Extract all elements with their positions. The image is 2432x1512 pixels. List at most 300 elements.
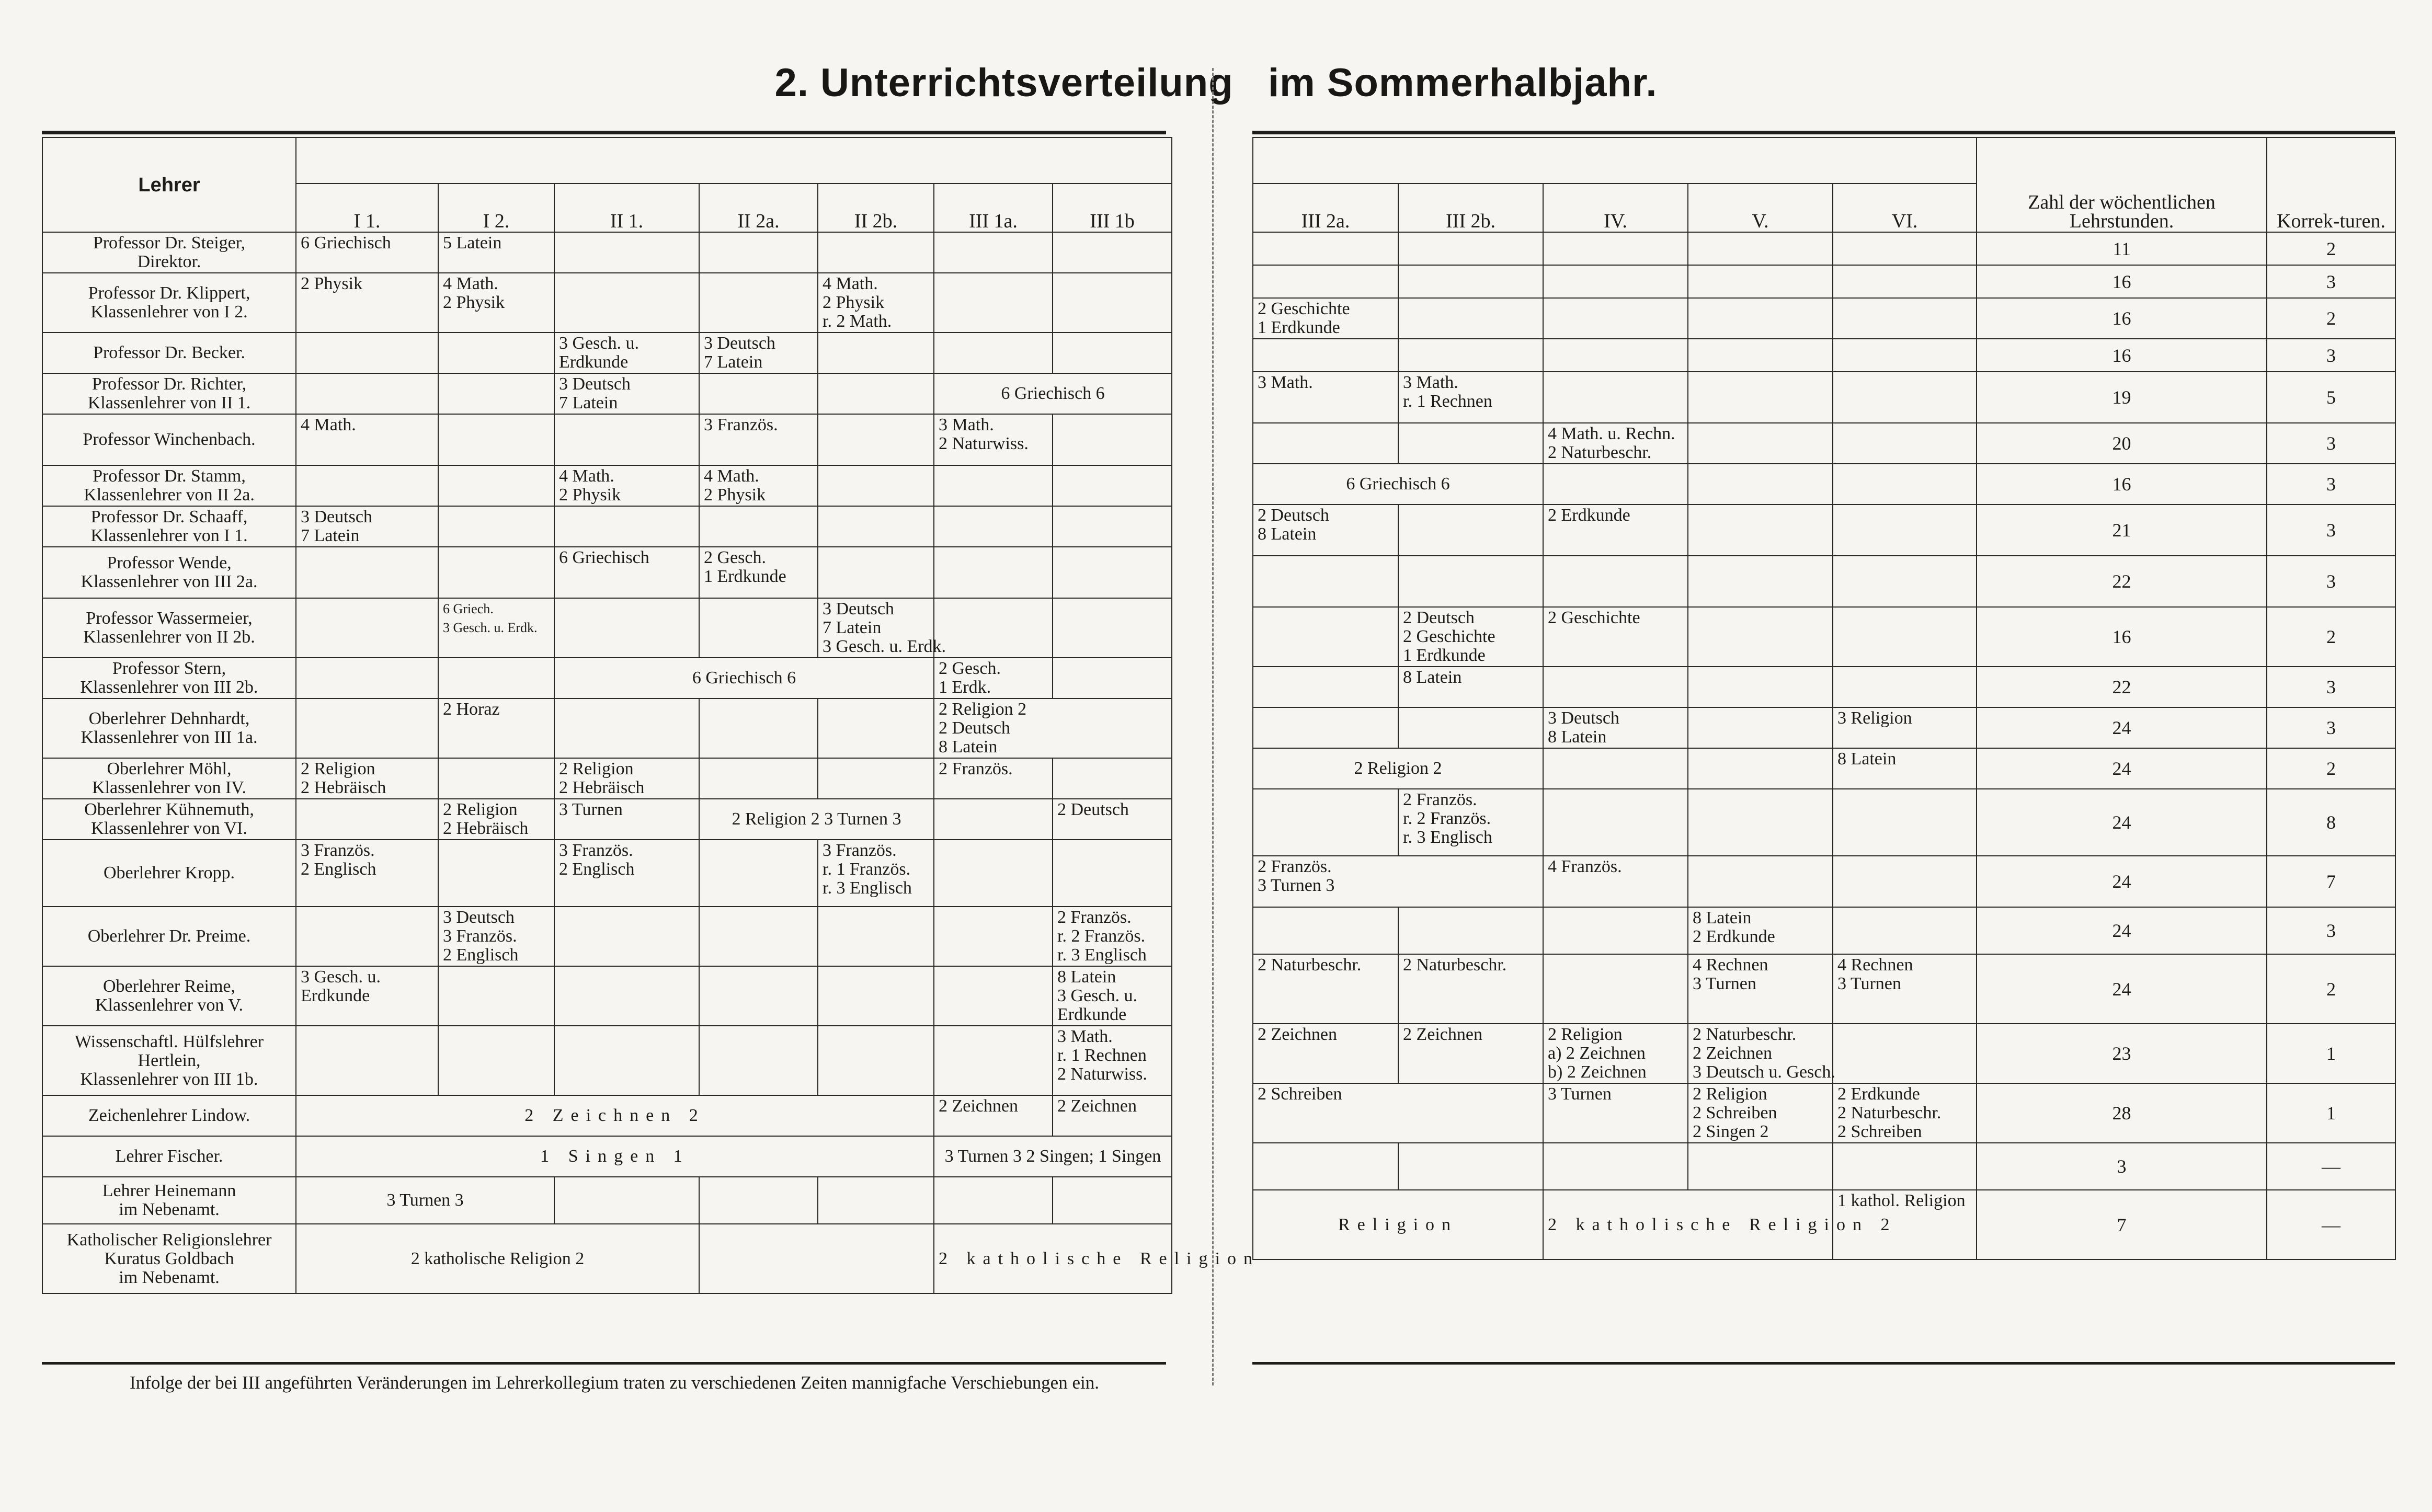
class-header-3: II 2a. <box>699 184 818 232</box>
assignment-cell: 8 Latein <box>1398 667 1543 707</box>
teacher-name: Oberlehrer Kühnemuth, Klassenlehrer von VI. <box>42 799 296 840</box>
assignment-cell <box>1543 372 1688 423</box>
weekly-hours-value: 22 <box>1977 667 2267 707</box>
assignment-cell: 3 Gesch. u. Erdkunde <box>296 966 438 1026</box>
assignment-cell <box>296 465 438 506</box>
assignment-cell <box>1688 464 1833 505</box>
assignment-cell: 6 Griechisch 6 <box>1253 464 1543 505</box>
assignment-cell <box>1833 265 1977 298</box>
teacher-column-header: Lehrer <box>42 138 296 232</box>
assignment-cell <box>934 907 1053 966</box>
assignment-cell: 2 Deutsch 2 Geschichte 1 Erdkunde <box>1398 607 1543 667</box>
assignment-cell: 2 katholische Religion <box>934 1224 1172 1293</box>
assignment-cell: 4 Math. 2 Physik r. 2 Math. <box>818 273 934 333</box>
corrections-value: 2 <box>2267 748 2395 789</box>
teacher-name: Zeichenlehrer Lindow. <box>42 1095 296 1136</box>
class-header-spacer <box>1253 138 1977 184</box>
assignment-cell <box>1253 265 1398 298</box>
assignment-cell <box>1688 232 1833 265</box>
assignment-cell <box>1833 372 1977 423</box>
assignment-cell <box>1688 298 1833 339</box>
assignment-cell <box>1833 505 1977 556</box>
teacher-name: Professor Wende, Klassenlehrer von III 2a. <box>42 547 296 598</box>
assignment-cell <box>1543 789 1688 856</box>
assignment-cell <box>934 1026 1053 1095</box>
assignment-cell: 3 Französ. r. 1 Französ. r. 3 Englisch <box>818 840 934 907</box>
weekly-hours-value: 16 <box>1977 265 2267 298</box>
class-header-right-2: IV. <box>1543 184 1688 232</box>
assignment-cell <box>1398 505 1543 556</box>
assignment-cell <box>1053 840 1172 907</box>
teacher-name: Professor Dr. Becker. <box>42 333 296 373</box>
assignment-cell <box>1833 232 1977 265</box>
assignment-cell <box>1398 265 1543 298</box>
assignment-cell: 2 Religion 2 Hebräisch <box>438 799 554 840</box>
corrections-value: 1 <box>2267 1083 2395 1143</box>
weekly-hours-value: 21 <box>1977 505 2267 556</box>
corrections-value: 2 <box>2267 298 2395 339</box>
assignment-cell: 3 Deutsch 7 Latein <box>296 506 438 547</box>
assignment-cell: 2 Religion 2 Hebräisch <box>554 758 699 799</box>
assignment-cell: 6 Griechisch 6 <box>554 658 934 698</box>
assignment-cell: 2 katholische Religion 2 <box>1543 1190 1833 1259</box>
assignment-cell <box>1833 464 1977 505</box>
corrections-value: 7 <box>2267 856 2395 907</box>
assignment-cell: 3 Religion <box>1833 707 1977 748</box>
weekly-hours-value: 3 <box>1977 1143 2267 1190</box>
weekly-hours-value: 24 <box>1977 707 2267 748</box>
assignment-cell <box>1833 1024 1977 1083</box>
corrections-value: 3 <box>2267 667 2395 707</box>
assignment-cell: 2 Religion 2 3 Turnen 3 <box>699 799 934 840</box>
teacher-name: Professor Dr. Schaaff, Klassenlehrer von I 1. <box>42 506 296 547</box>
assignment-cell <box>699 907 818 966</box>
assignment-cell <box>934 799 1053 840</box>
right-schedule-table <box>1252 137 2396 1260</box>
assignment-cell <box>1543 265 1688 298</box>
weekly-hours-value: 16 <box>1977 607 2267 667</box>
assignment-cell <box>699 506 818 547</box>
assignment-cell: 1 Singen 1 <box>296 1136 934 1177</box>
assignment-cell: 2 Gesch. 1 Erdkunde <box>699 547 818 598</box>
weekly-hours-value: 19 <box>1977 372 2267 423</box>
assignment-cell <box>296 547 438 598</box>
assignment-cell <box>934 506 1053 547</box>
assignment-cell: 2 katholische Religion 2 <box>296 1224 699 1293</box>
assignment-cell <box>554 506 699 547</box>
corrections-value: 3 <box>2267 907 2395 954</box>
corrections-value: — <box>2267 1190 2395 1259</box>
assignment-cell <box>438 373 554 414</box>
teacher-name: Professor Winchenbach. <box>42 414 296 465</box>
assignment-cell <box>818 506 934 547</box>
assignment-cell <box>699 758 818 799</box>
assignment-cell: 6 Griech. 3 Gesch. u. Erdk. <box>438 598 554 658</box>
assignment-cell <box>1833 907 1977 954</box>
weekly-hours-value: 28 <box>1977 1083 2267 1143</box>
assignment-cell: 3 Französ. 2 Englisch <box>296 840 438 907</box>
assignment-cell <box>1688 607 1833 667</box>
assignment-cell <box>1543 464 1688 505</box>
assignment-cell <box>296 907 438 966</box>
corrections-value: 2 <box>2267 232 2395 265</box>
assignment-cell <box>554 232 699 273</box>
assignment-cell <box>1053 465 1172 506</box>
assignment-cell: 2 Zeichnen <box>1253 1024 1398 1083</box>
assignment-cell <box>554 273 699 333</box>
footer-rule-right <box>1252 1362 2395 1365</box>
teacher-name: Oberlehrer Möhl, Klassenlehrer von IV. <box>42 758 296 799</box>
assignment-cell <box>438 1026 554 1095</box>
assignment-cell: 4 Math. <box>296 414 438 465</box>
assignment-cell <box>554 1026 699 1095</box>
class-header-4: II 2b. <box>818 184 934 232</box>
corrections-header: Korrek-turen. <box>2267 138 2395 232</box>
assignment-cell: 2 Religion a) 2 Zeichnen b) 2 Zeichnen <box>1543 1024 1688 1083</box>
class-header-spacer <box>296 138 1172 184</box>
assignment-cell <box>1053 658 1172 698</box>
assignment-cell: 4 Math. u. Rechn. 2 Naturbeschr. <box>1543 423 1688 464</box>
assignment-cell: 3 Math. 2 Naturwiss. <box>934 414 1053 465</box>
assignment-cell: 4 Französ. <box>1543 856 1688 907</box>
teacher-name: Professor Dr. Steiger, Direktor. <box>42 232 296 273</box>
assignment-cell: 2 Zeichnen 2 <box>296 1095 934 1136</box>
corrections-value: 3 <box>2267 464 2395 505</box>
assignment-cell <box>1253 667 1398 707</box>
corrections-value: 3 <box>2267 265 2395 298</box>
assignment-cell <box>1053 758 1172 799</box>
assignment-cell <box>1688 748 1833 789</box>
assignment-cell <box>296 373 438 414</box>
assignment-cell <box>1543 667 1688 707</box>
assignment-cell <box>1833 789 1977 856</box>
assignment-cell: 2 Gesch. 1 Erdk. <box>934 658 1053 698</box>
class-header-5: III 1a. <box>934 184 1053 232</box>
assignment-cell <box>1398 1143 1543 1190</box>
assignment-cell: 6 Griechisch <box>296 232 438 273</box>
assignment-cell <box>296 598 438 658</box>
assignment-cell <box>934 547 1053 598</box>
assignment-cell: 3 Turnen <box>1543 1083 1688 1143</box>
page-fold <box>1212 68 1214 1385</box>
weekly-hours-header: Zahl der wöchentlichen Lehrstunden. <box>1977 138 2267 232</box>
assignment-cell <box>1053 506 1172 547</box>
assignment-cell <box>818 907 934 966</box>
corrections-value: 3 <box>2267 707 2395 748</box>
weekly-hours-value: 24 <box>1977 789 2267 856</box>
assignment-cell <box>296 333 438 373</box>
assignment-cell: 2 Zeichnen <box>1398 1024 1543 1083</box>
assignment-cell: 8 Latein 2 Erdkunde <box>1688 907 1833 954</box>
class-header-2: II 1. <box>554 184 699 232</box>
assignment-cell: 3 Turnen 3 2 Singen; 1 Singen <box>934 1136 1172 1177</box>
class-header-right-3: V. <box>1688 184 1833 232</box>
assignment-cell: 3 Gesch. u. Erdkunde <box>554 333 699 373</box>
corrections-value: 5 <box>2267 372 2395 423</box>
assignment-cell: 2 Französ. r. 2 Französ. r. 3 Englisch <box>1053 907 1172 966</box>
assignment-cell <box>554 598 699 658</box>
corrections-value: 8 <box>2267 789 2395 856</box>
assignment-cell: 2 Französ. <box>934 758 1053 799</box>
class-header-right-1: III 2b. <box>1398 184 1543 232</box>
assignment-cell: 2 Religion 2 Schreiben 2 Singen 2 <box>1688 1083 1833 1143</box>
assignment-cell <box>934 273 1053 333</box>
assignment-cell: 2 Deutsch 8 Latein <box>1253 505 1398 556</box>
teacher-name: Oberlehrer Reime, Klassenlehrer von V. <box>42 966 296 1026</box>
page-title: 2. Unterrichtsverteilung im Sommerhalbjahr. <box>774 61 1658 105</box>
assignment-cell <box>699 598 818 658</box>
assignment-cell <box>1398 907 1543 954</box>
assignment-cell <box>818 373 934 414</box>
corrections-value: 3 <box>2267 423 2395 464</box>
assignment-cell <box>934 598 1053 658</box>
assignment-cell <box>296 698 438 758</box>
weekly-hours-value: 24 <box>1977 907 2267 954</box>
assignment-cell <box>1833 298 1977 339</box>
assignment-cell <box>1253 1143 1398 1190</box>
assignment-cell <box>1398 556 1543 607</box>
footer-rule-left <box>42 1362 1166 1365</box>
weekly-hours-value: 11 <box>1977 232 2267 265</box>
assignment-cell <box>296 658 438 698</box>
assignment-cell <box>438 658 554 698</box>
assignment-cell <box>1543 1143 1688 1190</box>
assignment-cell: 4 Math. 2 Physik <box>699 465 818 506</box>
class-header-right-0: III 2a. <box>1253 184 1398 232</box>
assignment-cell: 4 Rechnen 3 Turnen <box>1688 954 1833 1024</box>
assignment-cell <box>438 758 554 799</box>
assignment-cell <box>438 840 554 907</box>
assignment-cell <box>1253 339 1398 372</box>
class-header-6: III 1b <box>1053 184 1172 232</box>
assignment-cell <box>554 414 699 465</box>
assignment-cell <box>699 840 818 907</box>
assignment-cell <box>818 232 934 273</box>
assignment-cell <box>1253 707 1398 748</box>
assignment-cell <box>438 506 554 547</box>
assignment-cell <box>1253 556 1398 607</box>
corrections-value: 3 <box>2267 556 2395 607</box>
assignment-cell <box>934 465 1053 506</box>
assignment-cell <box>1053 1177 1172 1224</box>
assignment-cell: 2 Geschichte 1 Erdkunde <box>1253 298 1398 339</box>
corrections-value: 2 <box>2267 607 2395 667</box>
assignment-cell: 8 Latein <box>1833 748 1977 789</box>
teacher-name: Katholischer Religionslehrer Kuratus Goldbach im Nebenamt. <box>42 1224 296 1293</box>
teacher-name: Professor Wassermeier, Klassenlehrer von II 2b. <box>42 598 296 658</box>
assignment-cell <box>699 273 818 333</box>
assignment-cell <box>1398 339 1543 372</box>
assignment-cell <box>1833 556 1977 607</box>
weekly-hours-value: 16 <box>1977 298 2267 339</box>
weekly-hours-value: 23 <box>1977 1024 2267 1083</box>
assignment-cell <box>1053 598 1172 658</box>
assignment-cell <box>934 840 1053 907</box>
assignment-cell: 2 Erdkunde 2 Naturbeschr. 2 Schreiben <box>1833 1083 1977 1143</box>
assignment-cell: 2 Französ. r. 2 Französ. r. 3 Englisch <box>1398 789 1543 856</box>
assignment-cell: 6 Griechisch <box>554 547 699 598</box>
assignment-cell: 2 Deutsch <box>1053 799 1172 840</box>
assignment-cell <box>1253 789 1398 856</box>
assignment-cell: 2 Religion 2 <box>1253 748 1543 789</box>
assignment-cell <box>1688 423 1833 464</box>
weekly-hours-value: 24 <box>1977 856 2267 907</box>
assignment-cell <box>554 966 699 1026</box>
assignment-cell <box>699 373 818 414</box>
weekly-hours-value: 20 <box>1977 423 2267 464</box>
assignment-cell <box>934 966 1053 1026</box>
assignment-cell <box>1053 547 1172 598</box>
assignment-cell <box>1543 556 1688 607</box>
assignment-cell: 1 kathol. Religion <box>1833 1190 1977 1259</box>
assignment-cell <box>1688 339 1833 372</box>
assignment-cell <box>1688 556 1833 607</box>
assignment-cell: 2 Naturbeschr. <box>1398 954 1543 1024</box>
assignment-cell <box>1543 339 1688 372</box>
assignment-cell <box>1543 298 1688 339</box>
assignment-cell <box>699 966 818 1026</box>
corrections-value: 2 <box>2267 954 2395 1024</box>
assignment-cell <box>554 698 699 758</box>
assignment-cell <box>699 232 818 273</box>
assignment-cell <box>438 966 554 1026</box>
assignment-cell <box>1688 707 1833 748</box>
assignment-cell: 2 Physik <box>296 273 438 333</box>
assignment-cell <box>818 547 934 598</box>
teacher-name: Lehrer Fischer. <box>42 1136 296 1177</box>
assignment-cell: 2 Horaz <box>438 698 554 758</box>
assignment-cell <box>818 414 934 465</box>
teacher-name: Oberlehrer Dehnhardt, Klassenlehrer von III 1a. <box>42 698 296 758</box>
assignment-cell <box>554 1177 699 1224</box>
assignment-cell: 3 Math. <box>1253 372 1398 423</box>
assignment-cell: 6 Griechisch 6 <box>934 373 1172 414</box>
assignment-cell <box>1253 907 1398 954</box>
assignment-cell <box>818 698 934 758</box>
assignment-cell <box>1543 748 1688 789</box>
assignment-cell <box>1543 907 1688 954</box>
assignment-cell <box>1398 707 1543 748</box>
assignment-cell <box>438 333 554 373</box>
teacher-name: Wissenschaftl. Hülfslehrer Hertlein, Klassenlehrer von III 1b. <box>42 1026 296 1095</box>
assignment-cell <box>818 1177 934 1224</box>
assignment-cell: 2 Französ. 3 Turnen 3 <box>1253 856 1543 907</box>
teacher-name: Professor Dr. Stamm, Klassenlehrer von II 2a. <box>42 465 296 506</box>
assignment-cell <box>934 1177 1053 1224</box>
left-schedule-table <box>42 137 1260 1294</box>
assignment-cell <box>1688 1143 1833 1190</box>
assignment-cell <box>1688 667 1833 707</box>
assignment-cell <box>1833 423 1977 464</box>
assignment-cell <box>934 232 1053 273</box>
assignment-cell <box>818 333 934 373</box>
assignment-cell: 3 Deutsch 7 Latein 3 Gesch. u. Erdk. <box>818 598 934 658</box>
assignment-cell <box>438 547 554 598</box>
assignment-cell <box>699 698 818 758</box>
assignment-cell <box>1688 505 1833 556</box>
assignment-cell <box>438 465 554 506</box>
assignment-cell: 3 Deutsch 8 Latein <box>1543 707 1688 748</box>
weekly-hours-value: 16 <box>1977 464 2267 505</box>
assignment-cell <box>1688 789 1833 856</box>
assignment-cell <box>1053 414 1172 465</box>
assignment-cell <box>818 758 934 799</box>
assignment-cell: 4 Math. 2 Physik <box>554 465 699 506</box>
assignment-cell <box>699 1224 934 1293</box>
teacher-name: Lehrer Heinemann im Nebenamt. <box>42 1177 296 1224</box>
assignment-cell: 4 Rechnen 3 Turnen <box>1833 954 1977 1024</box>
weekly-hours-value: 22 <box>1977 556 2267 607</box>
assignment-cell: 3 Math. r. 1 Rechnen 2 Naturwiss. <box>1053 1026 1172 1095</box>
assignment-cell <box>1053 273 1172 333</box>
teacher-name: Oberlehrer Dr. Preime. <box>42 907 296 966</box>
assignment-cell <box>1053 333 1172 373</box>
corrections-value: 3 <box>2267 505 2395 556</box>
header-rule-left <box>42 131 1166 134</box>
header-rule-right <box>1252 131 2395 134</box>
assignment-cell <box>818 966 934 1026</box>
assignment-cell: 3 Deutsch 7 Latein <box>554 373 699 414</box>
teacher-name: Professor Dr. Klippert, Klassenlehrer von I 2. <box>42 273 296 333</box>
assignment-cell <box>699 1177 818 1224</box>
assignment-cell <box>818 465 934 506</box>
teacher-name: Professor Dr. Richter, Klassenlehrer von II 1. <box>42 373 296 414</box>
assignment-cell <box>1543 232 1688 265</box>
assignment-cell <box>1398 232 1543 265</box>
assignment-cell: 2 Schreiben <box>1253 1083 1543 1143</box>
assignment-cell: 2 Naturbeschr. <box>1253 954 1398 1024</box>
assignment-cell <box>1543 954 1688 1024</box>
assignment-cell: Religion <box>1253 1190 1543 1259</box>
assignment-cell <box>1253 423 1398 464</box>
assignment-cell <box>934 333 1053 373</box>
assignment-cell <box>1253 607 1398 667</box>
assignment-cell: 3 Deutsch 3 Französ. 2 Englisch <box>438 907 554 966</box>
weekly-hours-value: 24 <box>1977 748 2267 789</box>
assignment-cell <box>1053 232 1172 273</box>
assignment-cell: 2 Naturbeschr. 2 Zeichnen 3 Deutsch u. Gesch. <box>1688 1024 1833 1083</box>
assignment-cell <box>1833 607 1977 667</box>
assignment-cell: 3 Turnen <box>554 799 699 840</box>
assignment-cell <box>1253 232 1398 265</box>
assignment-cell <box>699 1026 818 1095</box>
assignment-cell <box>1688 265 1833 298</box>
assignment-cell: 8 Latein 3 Gesch. u. Erdkunde <box>1053 966 1172 1026</box>
teacher-name: Oberlehrer Kropp. <box>42 840 296 907</box>
assignment-cell: 2 Zeichnen <box>1053 1095 1172 1136</box>
assignment-cell: 3 Deutsch 7 Latein <box>699 333 818 373</box>
weekly-hours-value: 24 <box>1977 954 2267 1024</box>
assignment-cell <box>818 1026 934 1095</box>
assignment-cell: 5 Latein <box>438 232 554 273</box>
assignment-cell: 2 Geschichte <box>1543 607 1688 667</box>
class-header-1: I 2. <box>438 184 554 232</box>
weekly-hours-value: 16 <box>1977 339 2267 372</box>
assignment-cell: 2 Religion 2 2 Deutsch 8 Latein <box>934 698 1172 758</box>
assignment-cell <box>554 907 699 966</box>
assignment-cell <box>296 799 438 840</box>
assignment-cell <box>1833 1143 1977 1190</box>
assignment-cell: 2 Religion 2 Hebräisch <box>296 758 438 799</box>
assignment-cell <box>438 414 554 465</box>
corrections-value: 1 <box>2267 1024 2395 1083</box>
assignment-cell <box>1688 372 1833 423</box>
assignment-cell: 4 Math. 2 Physik <box>438 273 554 333</box>
assignment-cell <box>1398 298 1543 339</box>
assignment-cell <box>296 1026 438 1095</box>
assignment-cell: 3 Turnen 3 <box>296 1177 554 1224</box>
weekly-hours-value: 7 <box>1977 1190 2267 1259</box>
